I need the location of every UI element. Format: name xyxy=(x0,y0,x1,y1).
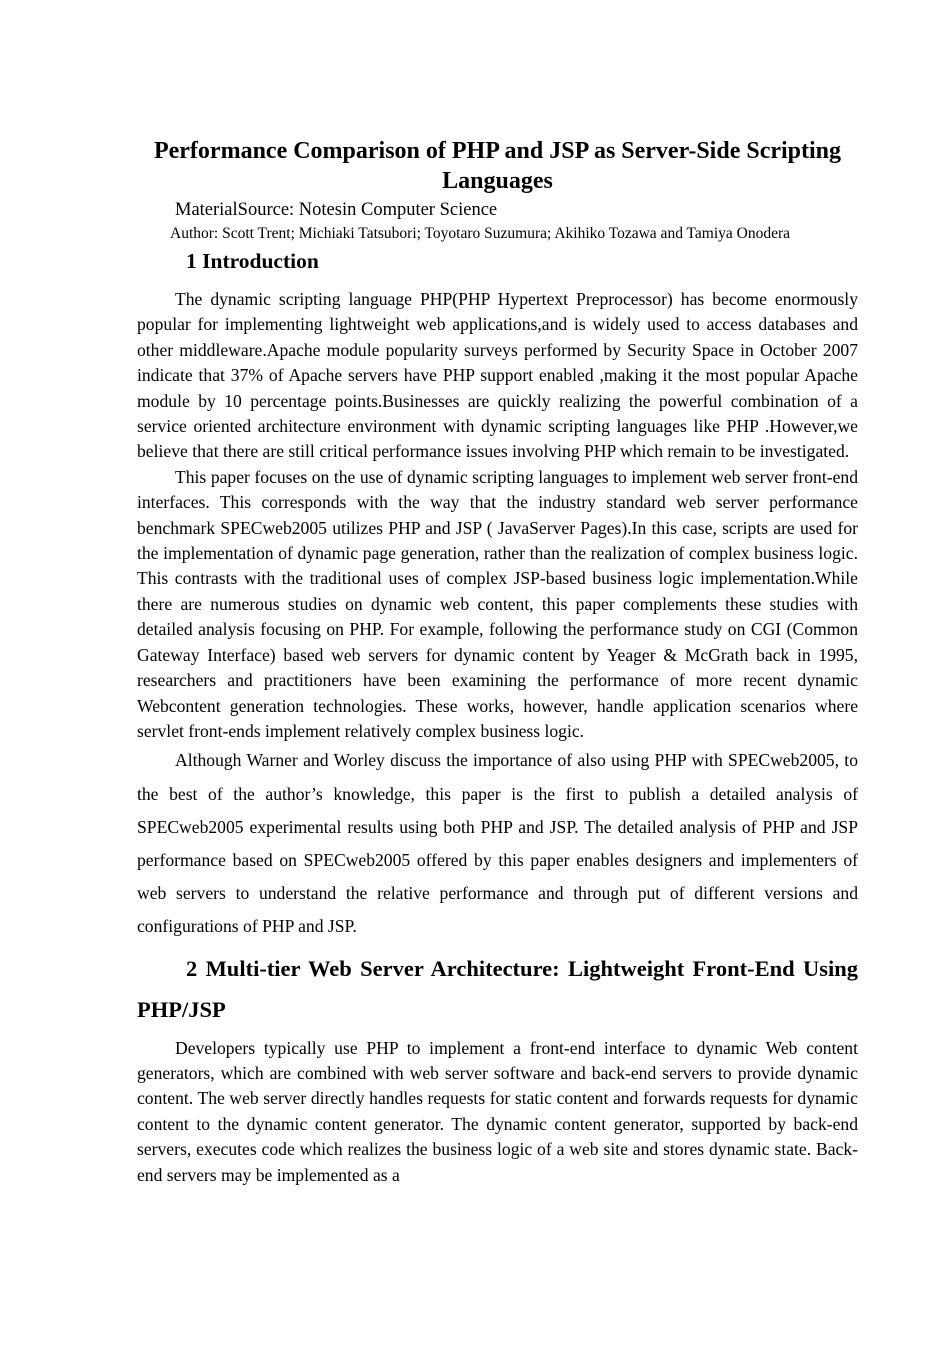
paper-title: Performance Comparison of PHP and JSP as Server-Side Scripting Languages xyxy=(153,138,842,194)
material-source: MaterialSource: Notesin Computer Science xyxy=(175,200,498,220)
paragraph: Developers typically use PHP to implement a front-end interface to dynamic Web content generators, which are combined with web server software and back-end servers to provide dynamic content. The web server directly handles requests for static content and forwards requests for dynamic content to the dynamic content generator. The dynamic content generator, supported by back-end servers, executes code which realizes the business logic of a web site and stores dynamic state. Back-end servers may be implemented as a xyxy=(137,1037,858,1185)
section-2-heading: 2 Multi-tier Web Server Architecture: Lightweight Front-End Using PHP/JSP xyxy=(137,955,858,1022)
paragraph: The dynamic scripting language PHP(PHP Hypertext Preprocessor) has become enormously popular for implementing lightweight web applications,and is widely used to access databases and other middleware.Apache module popularity surveys performed by Security Space in October 2007 indicate that 37% of Apache servers have PHP support enabled ,making it the most popular Apache module by 10 percentage points.Businesses are quickly realizing the powerful combination of a service oriented architecture environment with dynamic scripting languages like PHP .However,we believe that there are still critical performance issues involving PHP which remain to be investigated. xyxy=(137,289,858,462)
section-1-heading: 1 Introduction xyxy=(186,249,319,273)
paragraph: This paper focuses on the use of dynamic scripting languages to implement web server front-end interfaces. This corresponds with the way that the industry standard web server performance benchmark SPECweb2005 utilizes PHP and JSP ( JavaServer Pages).In this case, scripts are used for the implementation of dynamic page generation, rather than the realization of complex business logic. This contrasts with the traditional uses of complex JSP-based business logic implementation.While there are numerous studies on dynamic web content, this paper complements these studies with detailed analysis focusing on PHP. For example, following the performance study on CGI (Common Gateway Interface) based web servers for dynamic content by Yeager & McGrath back in 1995, researchers and practitioners have been examining the performance of more recent dynamic Webcontent generation technologies. These works, however, handle application scenarios where servlet front-ends implement relatively complex business logic. xyxy=(137,466,858,741)
author-line: Author: Scott Trent; Michiaki Tatsubori; Toyotaro Suzumura; Akihiko Tozawa and Tamiya Onodera xyxy=(170,225,791,242)
document-page xyxy=(137,136,858,1188)
paragraph: Although Warner and Worley discuss the importance of also using PHP with SPECweb2005, to the best of the author’s knowledge, this paper is the first to publish a detailed analysis of SPECweb2005 experimental results using both PHP and JSP. The detailed analysis of PHP and JSP performance based on SPECweb2005 offered by this paper enables designers and implementers of web servers to understand the relative performance and through put of different versions and configurations of PHP and JSP. xyxy=(137,750,858,937)
